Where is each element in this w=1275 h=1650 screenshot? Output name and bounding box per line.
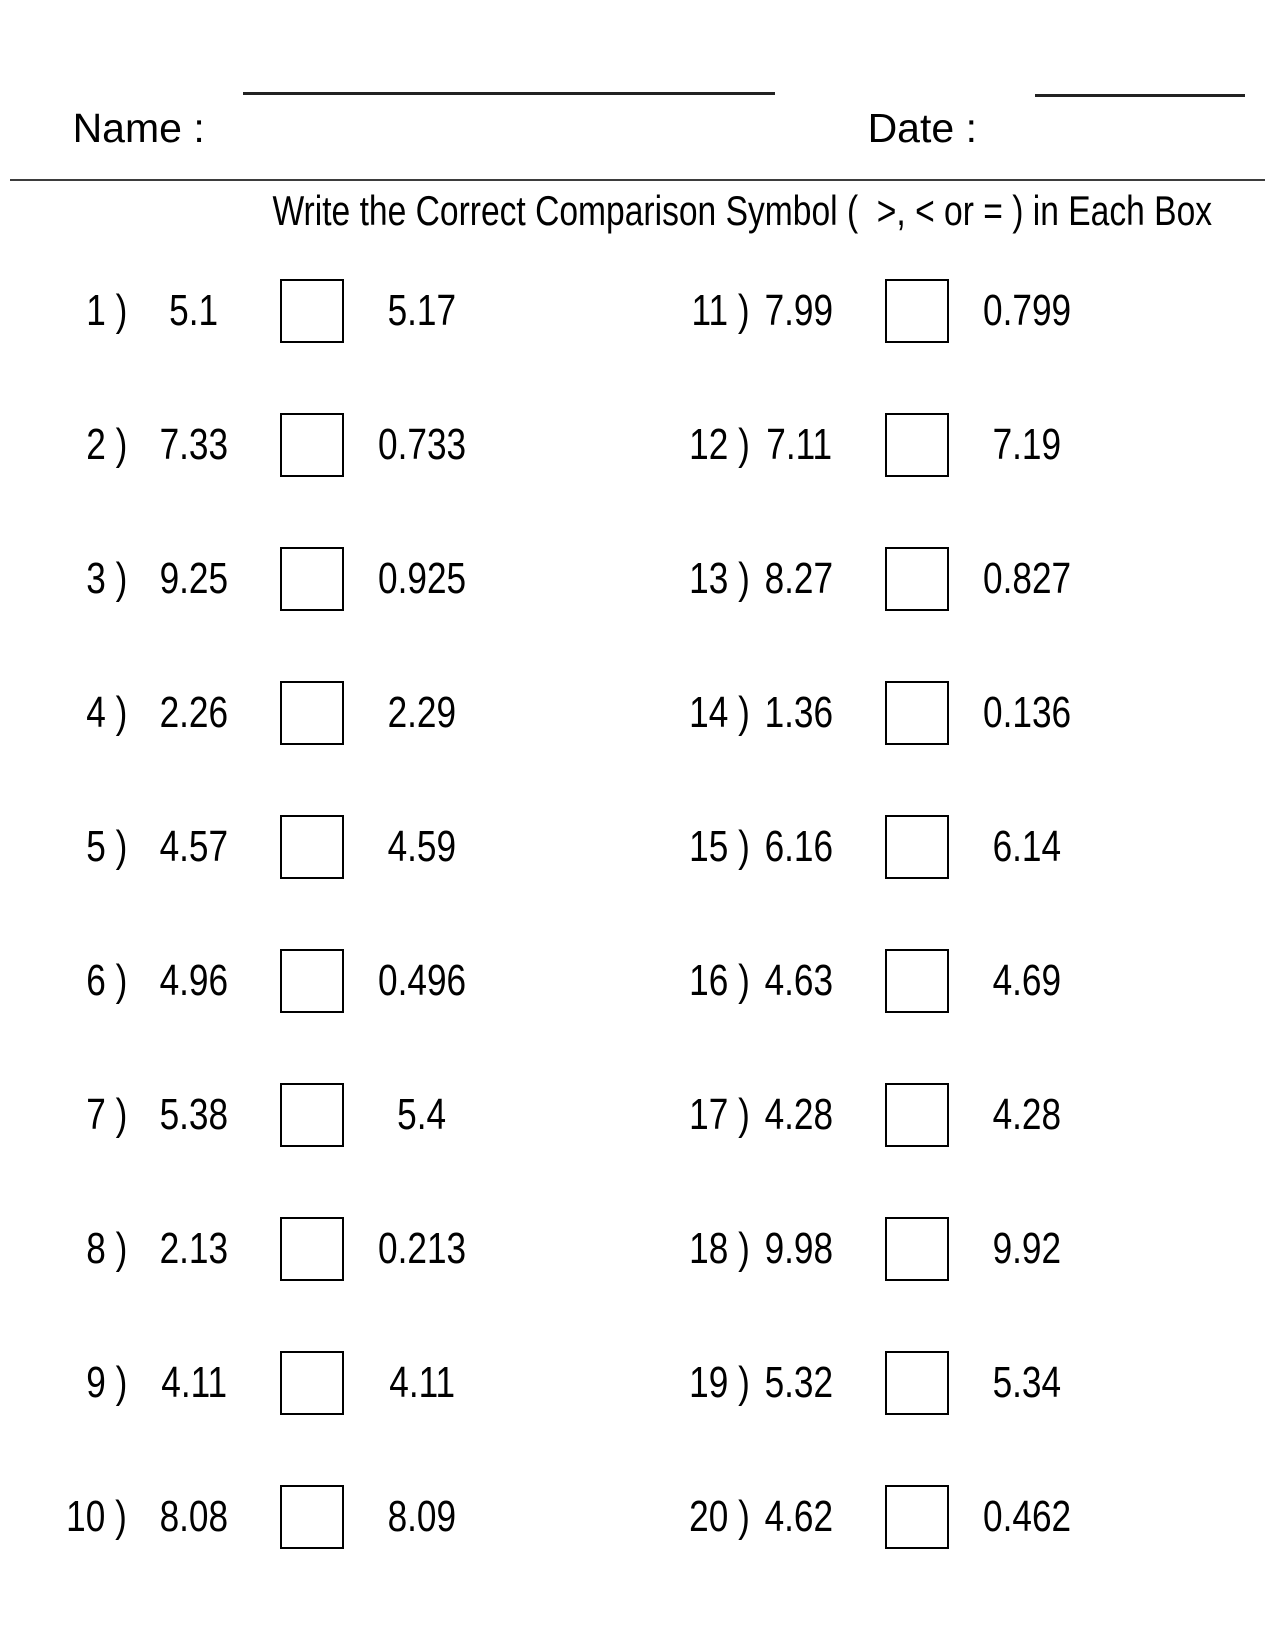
problem-number: 8 ) [85, 1224, 127, 1273]
second-value: 6.14 [992, 822, 1062, 871]
problem-number: 9 ) [85, 1358, 127, 1407]
problem-row [40, 279, 560, 343]
first-value: 2.13 [159, 1224, 229, 1273]
problem-row [650, 949, 1170, 1013]
problem-row [650, 1485, 1170, 1549]
problem-row [650, 413, 1170, 477]
problem-row [650, 1083, 1170, 1147]
second-value: 0.213 [377, 1224, 467, 1273]
problem-row [40, 681, 560, 745]
problem-row [650, 681, 1170, 745]
problem-number: 14 ) [689, 688, 750, 737]
problem-number: 7 ) [85, 1090, 127, 1139]
name-blank-line[interactable] [243, 92, 775, 95]
problem-row [40, 1351, 560, 1415]
second-value: 0.136 [982, 688, 1072, 737]
first-value: 4.96 [159, 956, 229, 1005]
problem-number: 13 ) [689, 554, 750, 603]
problem-row [40, 413, 560, 477]
problem-number: 15 ) [689, 822, 750, 871]
second-value: 0.462 [982, 1492, 1072, 1541]
second-value: 4.69 [992, 956, 1062, 1005]
problem-number: 6 ) [85, 956, 127, 1005]
second-value: 9.92 [992, 1224, 1062, 1273]
problem-number: 1 ) [85, 286, 127, 335]
problem-row [40, 815, 560, 879]
second-value: 4.59 [387, 822, 457, 871]
first-value: 4.28 [764, 1090, 834, 1139]
date-label: Date : [867, 105, 977, 151]
problem-number: 10 ) [66, 1492, 127, 1541]
first-value: 4.11 [161, 1358, 227, 1407]
second-value: 5.17 [387, 286, 457, 335]
worksheet-title: Write the Correct Comparison Symbol ( >, < or = ) in Each Box [272, 187, 1213, 234]
problem-number: 19 ) [689, 1358, 750, 1407]
problem-row [40, 1485, 560, 1549]
problem-number: 16 ) [689, 956, 750, 1005]
problem-row [40, 547, 560, 611]
problem-row [650, 1351, 1170, 1415]
first-value: 5.38 [159, 1090, 229, 1139]
problem-row [650, 815, 1170, 879]
second-value: 0.496 [377, 956, 467, 1005]
problem-row [40, 949, 560, 1013]
second-value: 4.11 [389, 1358, 455, 1407]
problem-row [650, 279, 1170, 343]
problem-number: 20 ) [689, 1492, 750, 1541]
second-value: 0.925 [377, 554, 467, 603]
problem-row [40, 1083, 560, 1147]
first-value: 8.27 [764, 554, 834, 603]
date-blank-line[interactable] [1035, 94, 1245, 97]
problem-number: 4 ) [85, 688, 127, 737]
problem-number: 11 ) [691, 286, 750, 335]
second-value: 5.34 [992, 1358, 1062, 1407]
problem-row [40, 1217, 560, 1281]
second-value: 7.19 [992, 420, 1062, 469]
problem-row [650, 1217, 1170, 1281]
problem-number: 3 ) [85, 554, 127, 603]
first-value: 8.08 [159, 1492, 229, 1541]
first-value: 1.36 [764, 688, 834, 737]
first-value: 7.11 [766, 420, 832, 469]
problem-number: 12 ) [689, 420, 750, 469]
name-label: Name : [72, 105, 205, 151]
second-value: 0.799 [982, 286, 1072, 335]
first-value: 2.26 [159, 688, 229, 737]
first-value: 9.25 [159, 554, 229, 603]
second-value: 2.29 [387, 688, 457, 737]
first-value: 4.62 [764, 1492, 834, 1541]
first-value: 9.98 [764, 1224, 834, 1273]
second-value: 4.28 [992, 1090, 1062, 1139]
problem-number: 17 ) [689, 1090, 750, 1139]
second-value: 5.4 [397, 1090, 447, 1139]
first-value: 4.63 [764, 956, 834, 1005]
header-divider [10, 179, 1265, 181]
second-value: 0.733 [377, 420, 467, 469]
first-value: 7.33 [159, 420, 229, 469]
first-value: 5.32 [764, 1358, 834, 1407]
first-value: 5.1 [169, 286, 219, 335]
problem-row [650, 547, 1170, 611]
second-value: 0.827 [982, 554, 1072, 603]
first-value: 4.57 [159, 822, 229, 871]
problem-number: 5 ) [85, 822, 127, 871]
first-value: 6.16 [764, 822, 834, 871]
second-value: 8.09 [387, 1492, 457, 1541]
first-value: 7.99 [764, 286, 834, 335]
problem-number: 18 ) [689, 1224, 750, 1273]
problem-number: 2 ) [85, 420, 127, 469]
